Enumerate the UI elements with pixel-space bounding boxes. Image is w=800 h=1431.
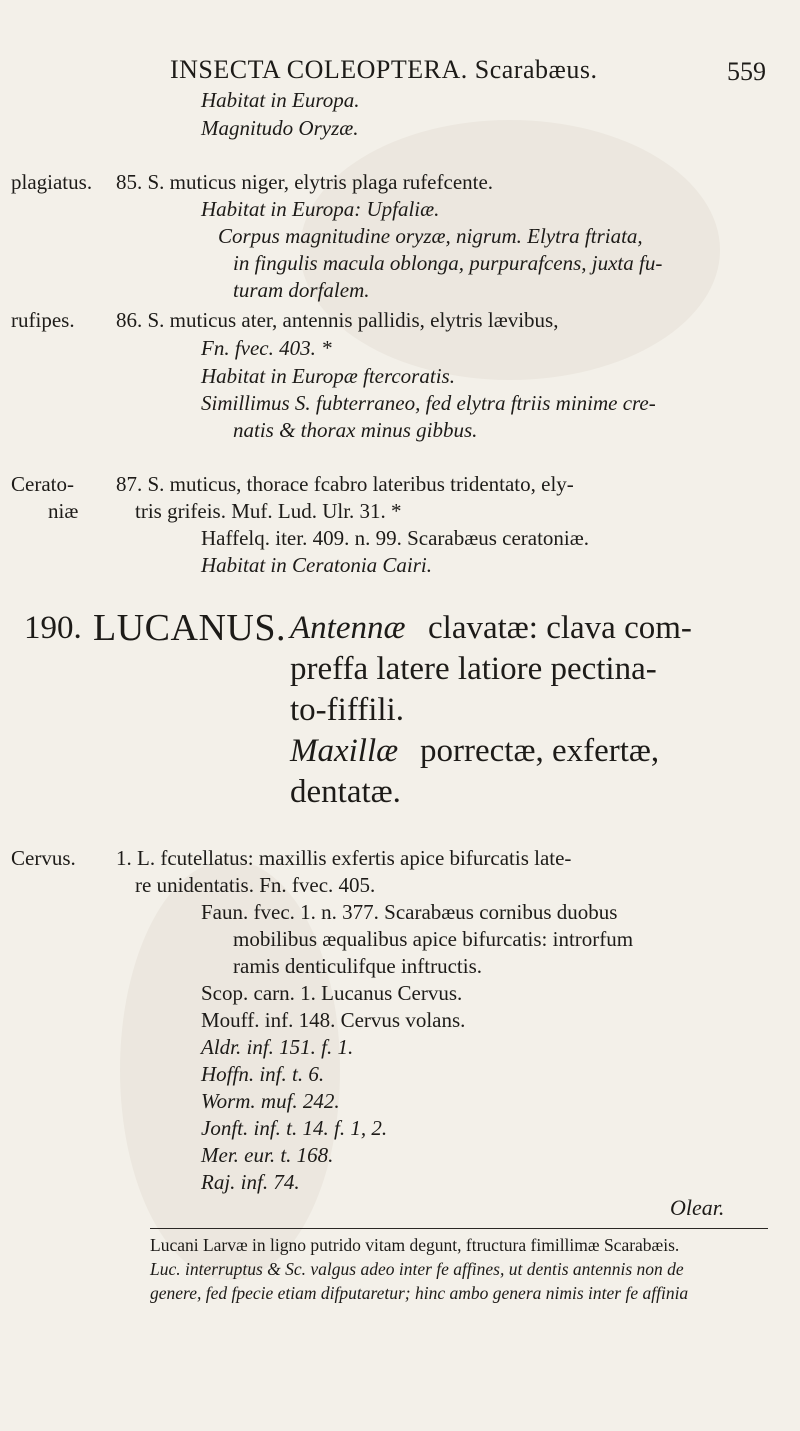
cervus-reference: Jonft. inf. t. 14. f. 1, 2. [201,1116,388,1140]
description-85-line1: Corpus magnitudine oryzæ, nigrum. Elytra ftriata, [218,224,643,248]
cervus-reference: mobilibus æqualibus apice bifurcatis: introrfum [233,927,634,951]
description-85-line3: turam dorfalem. [233,278,370,302]
footnote-rule [150,1228,768,1229]
footnote-line2: Luc. interruptus & Sc. valgus adeo inter fe affines, ut dentis antennis non de [150,1259,684,1279]
cervus-diagnosis-line2: re unidentatis. Fn. fvec. 405. [135,873,376,897]
cervus-reference: ramis denticulifque inftructis. [233,954,483,978]
cervus-reference: Mer. eur. t. 168. [201,1143,334,1167]
species-name-plagiatus: plagiatus. [11,170,93,194]
habitat-84: Habitat in Europa. [201,88,360,112]
entry-86-diagnosis: 86. S. muticus ater, antennis pallidis, elytris lævibus, [116,308,559,332]
cervus-reference: Scop. carn. 1. Lucanus Cervus. [201,981,463,1005]
reference-86: Fn. fvec. 403. * [201,336,332,360]
genus-character-line2: preffa latere latiore pectina- [290,651,657,687]
habitat-85: Habitat in Europa: Upfaliæ. [201,197,440,221]
habitat-87: Habitat in Ceratonia Cairi. [201,553,433,577]
habitat-86: Habitat in Europæ ftercoratis. [201,364,455,388]
cervus-diagnosis-line1: 1. L. fcutellatus: maxillis exfertis apice bifurcatis late- [116,846,572,870]
running-title: INSECTA COLEOPTERA. Scarabæus. [170,55,598,84]
genus-character-line5: dentatæ. [290,774,401,810]
size-84: Magnitudo Oryzæ. [201,116,359,140]
entry-85-diagnosis: 85. S. muticus niger, elytris plaga rufefcente. [116,170,494,194]
genus-character-maxillae: Maxillæ [290,733,399,769]
reference-87: Haffelq. iter. 409. n. 99. Scarabæus ceratoniæ. [201,526,590,550]
species-name-ceratoniae-2: niæ [48,499,79,523]
description-86-line1: Simillimus S. fubterraneo, fed elytra ftriis minime cre- [201,391,656,415]
species-name-cervus: Cervus. [11,846,76,870]
footnote-line3: genere, fed fpecie etiam difputaretur; hinc ambo genera nimis inter fe affinia [150,1283,689,1303]
genus-character-line4: porrectæ, exfertæ, [420,733,660,769]
entry-87-diagnosis-line1: 87. S. muticus, thorace fcabro lateribus tridentato, ely- [116,472,574,496]
footnote-line1: Lucani Larvæ in ligno putrido vitam degunt, ftructura fimillimæ Scarabæis. [150,1235,680,1255]
genus-character-antennae: Antennæ [290,610,406,646]
entry-87-diagnosis-line2: tris grifeis. Muf. Lud. Ulr. 31. * [135,499,402,523]
species-name-ceratoniae-1: Cerato- [11,472,74,496]
page-number: 559 [727,57,766,86]
cervus-reference: Mouff. inf. 148. Cervus volans. [201,1008,466,1032]
cervus-reference: Raj. inf. 74. [201,1170,300,1194]
genus-name: LUCANUS. [93,607,286,649]
description-86-line2: natis & thorax minus gibbus. [233,418,478,442]
genus-number: 190. [24,610,82,646]
genus-character-line1: clavatæ: clava com- [428,610,692,646]
species-name-rufipes: rufipes. [11,308,75,332]
cervus-reference: Hoffn. inf. t. 6. [201,1062,325,1086]
cervus-reference: Aldr. inf. 151. f. 1. [201,1035,354,1059]
cervus-reference: Faun. fvec. 1. n. 377. Scarabæus cornibus duobus [201,900,618,924]
paper-stain [300,120,720,380]
catchword-signature: Olear. [670,1195,725,1220]
cervus-reference: Worm. muf. 242. [201,1089,340,1113]
description-85-line2: in fingulis macula oblonga, purpurafcens, juxta fu- [233,251,663,275]
genus-character-line3: to-fiffili. [290,692,404,728]
